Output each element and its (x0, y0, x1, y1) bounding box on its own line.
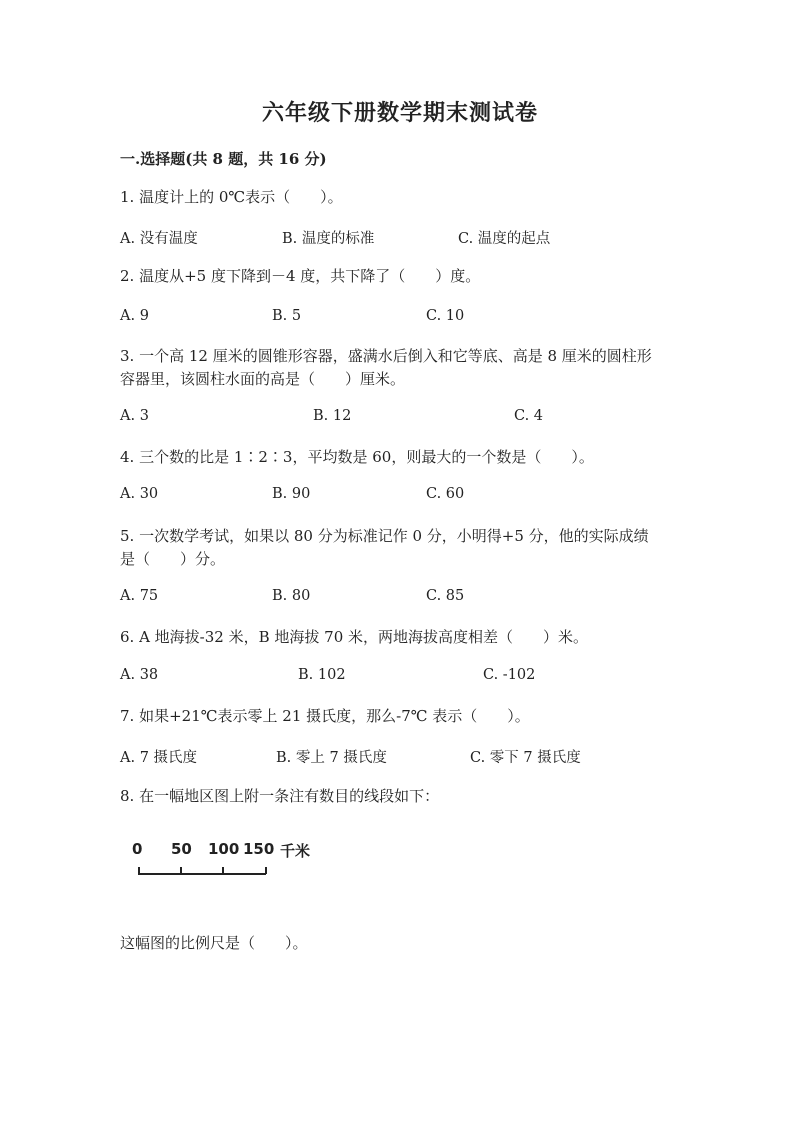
page-title: 六年级下册数学期末测试卷 (261, 100, 538, 126)
question-2: 2. 温度从+5 度下降到－4 度，共下降了（ ）度。 (120, 267, 481, 285)
q1-option-a: A. 没有温度 (120, 231, 198, 247)
question-3-line-2: 容器里，该圆柱水面的高是（ ）厘米。 (120, 370, 406, 388)
question-6: 6. A 地海拔-32 米，B 地海拔 70 米，两地海拔高度相差（ ）米。 (120, 628, 589, 646)
q7-option-c: C. 零下 7 摄氏度 (470, 750, 581, 766)
question-8: 8. 在一幅地区图上附一条注有数目的线段如下： (120, 787, 440, 805)
q2-option-a: A. 9 (120, 308, 149, 324)
question-4: 4. 三个数的比是 1∶2∶3，平均数是 60，则最大的一个数是（ ）。 (120, 448, 594, 466)
q4-option-c: C. 60 (426, 486, 465, 502)
question-1: 1. 温度计上的 0℃表示（ ）。 (120, 188, 343, 206)
scale-tick (138, 867, 140, 874)
scale-tick (222, 867, 224, 874)
q6-option-b: B. 102 (298, 667, 346, 683)
question-3-line-1: 3. 一个高 12 厘米的圆锥形容器，盛满水后倒入和它等底、高是 8 厘米的圆柱形 (120, 347, 652, 365)
scale-label-150: 150 (243, 840, 275, 858)
q4-option-a: A. 30 (120, 486, 159, 502)
section-heading: 一.选择题(共 8 题，共 16 分) (120, 150, 327, 168)
question-5-line-1: 5. 一次数学考试，如果以 80 分为标准记作 0 分，小明得+5 分，他的实际成绩 (120, 527, 649, 545)
q1-option-c: C. 温度的起点 (458, 231, 551, 247)
q2-option-b: B. 5 (272, 308, 302, 324)
q6-option-a: A. 38 (120, 667, 159, 683)
question-7: 7. 如果+21℃表示零上 21 摄氏度，那么-7℃ 表示（ ）。 (120, 707, 530, 725)
q5-option-a: A. 75 (120, 588, 159, 604)
q6-option-c: C. -102 (483, 667, 536, 683)
scale-label-0: 0 (132, 840, 143, 858)
q3-option-c: C. 4 (514, 408, 544, 424)
scale-unit: 千米 (280, 842, 311, 860)
scale-bar (130, 840, 330, 885)
q3-option-a: A. 3 (120, 408, 149, 424)
q5-option-c: C. 85 (426, 588, 465, 604)
scale-tick (180, 867, 182, 874)
question-5-line-2: 是（ ）分。 (120, 550, 226, 568)
scale-tick (265, 867, 267, 874)
q7-option-a: A. 7 摄氏度 (120, 750, 198, 766)
q5-option-b: B. 80 (272, 588, 311, 604)
q4-option-b: B. 90 (272, 486, 311, 502)
scale-label-100: 100 (208, 840, 240, 858)
q7-option-b: B. 零上 7 摄氏度 (276, 750, 387, 766)
q1-option-b: B. 温度的标准 (282, 231, 375, 247)
q3-option-b: B. 12 (313, 408, 352, 424)
q2-option-c: C. 10 (426, 308, 465, 324)
scale-label-50: 50 (171, 840, 192, 858)
scale-line (138, 873, 266, 875)
question-8-prompt: 这幅图的比例尺是（ ）。 (120, 934, 308, 952)
